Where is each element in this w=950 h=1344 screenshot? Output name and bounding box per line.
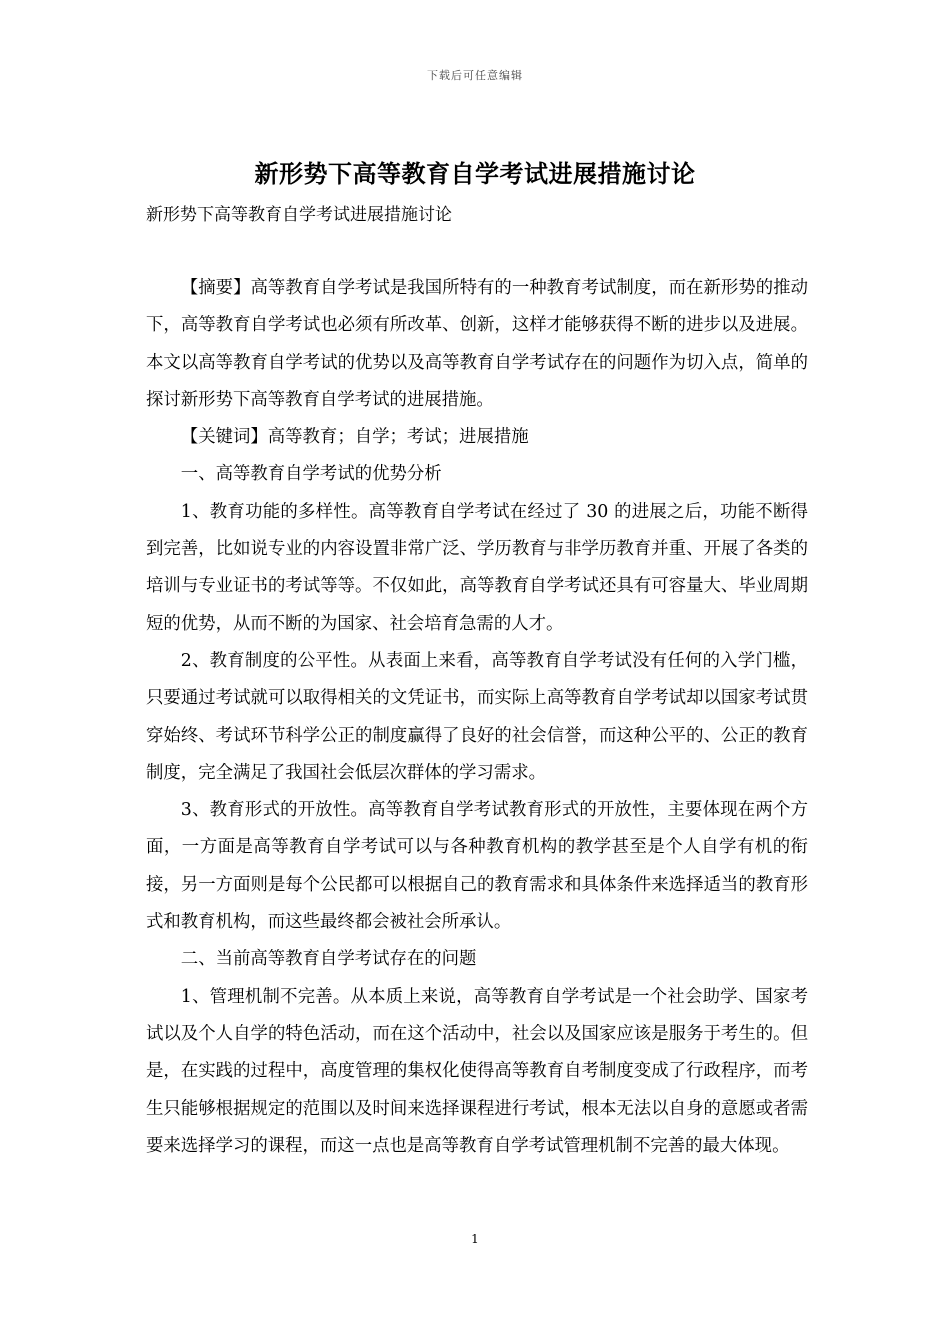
body-paragraph: 1、管理机制不完善。从本质上来说，高等教育自学考试是一个社会助学、国家考试以及个人自学的特色活动，而在这个活动中，社会以及国家应该是服务于考生的。但是，在实践的过程中，高度管理的集权化使得高等教育自考制度变成了行政程序，而考生只能够根据规定的范围以及时间来选择课程进行考试，根本无法以自身的意愿或者需要来选择学习的课程，而这一点也是高等教育自学考试管理机制不完善的最大体现。 [146, 986, 808, 1156]
document-body [146, 270, 808, 1165]
header-note: 下载后可任意编辑 [427, 69, 523, 82]
document-subtitle: 新形势下高等教育自学考试进展措施讨论 [146, 205, 452, 225]
page-number: 1 [471, 1232, 479, 1246]
section-heading-problems: 二、当前高等教育自学考试存在的问题 [180, 949, 477, 970]
body-paragraph: 1、教育功能的多样性。高等教育自学考试在经过了 30 的进展之后，功能不断得到完善，比如说专业的内容设置非常广泛、学历教育与非学历教育并重、开展了各类的培训与专业证书的考试等等。不仅如此，高等教育自学考试还具有可容量大、毕业周期短的优势，从而不断的为国家、社会培育急需的人才。 [146, 501, 808, 634]
document-title: 新形势下高等教育自学考试进展措施讨论 [254, 159, 696, 188]
body-paragraph: 3、教育形式的开放性。高等教育自学考试教育形式的开放性，主要体现在两个方面，一方面是高等教育自学考试可以与各种教育机构的教学甚至是个人自学有机的衔接，另一方面则是每个公民都可以根据自己的教育需求和具体条件来选择适当的教育形式和教育机构，而这些最终都会被社会所承认。 [146, 800, 808, 933]
body-paragraph: 2、教育制度的公平性。从表面上来看，高等教育自学考试没有任何的入学门槛，只要通过考试就可以取得相关的文凭证书，而实际上高等教育自学考试却以国家考试贯穿始终、考试环节科学公正的制度赢得了良好的社会信誉，而这种公平的、公正的教育制度，完全满足了我国社会低层次群体的学习需求。 [146, 650, 808, 783]
section-heading-advantages: 一、高等教育自学考试的优势分析 [180, 464, 442, 485]
keywords-paragraph: 【关键词】高等教育；自学；考试；进展措施 [180, 427, 529, 448]
abstract-paragraph: 【摘要】高等教育自学考试是我国所特有的一种教育考试制度，而在新形势的推动下，高等教育自学考试也必须有所改革、创新，这样才能够获得不断的进步以及进展。本文以高等教育自学考试的优势以及高等教育自学考试存在的问题作为切入点，简单的探讨新形势下高等教育自学考试的进展措施。 [146, 278, 808, 410]
